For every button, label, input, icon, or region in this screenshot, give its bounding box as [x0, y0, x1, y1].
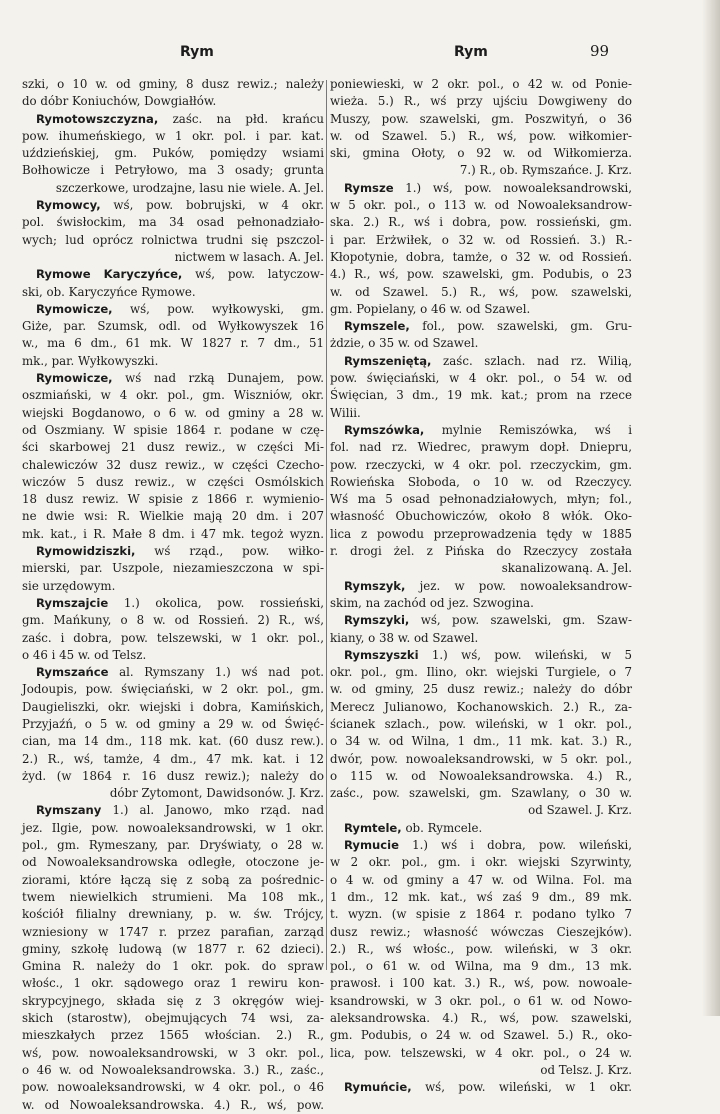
- line-text: wś, pow. wyłkowyski, gm.: [112, 301, 324, 316]
- column-divider: [326, 80, 327, 970]
- text-line: [330, 405, 632, 422]
- line-text: Giże, par. Szumsk, odl. od Wyłkowyszek 16: [22, 319, 324, 334]
- text-line: [330, 439, 632, 456]
- text-line: [330, 474, 632, 491]
- text-line: [330, 284, 632, 301]
- text-line: [330, 785, 632, 802]
- text-line: [330, 249, 632, 266]
- text-line: [22, 162, 324, 179]
- line-text: 1.) wś, pow. nowoaleksandrowski,: [393, 180, 632, 195]
- text-line: [22, 128, 324, 145]
- entry-headword: Rymszany: [36, 803, 102, 818]
- line-text: kościół filialny drewniany, p. w. św. Trójcy,: [22, 907, 324, 922]
- entry-first-line: [22, 595, 324, 612]
- line-text: własność Obuchowiczów, około 8 włók. Oko-: [330, 509, 632, 524]
- line-text: o 34 w. od Wilna, 1 dm., 11 mk. kat. 3.) R.,: [330, 734, 632, 749]
- line-text: pow. ihumeńskiego, w 1 okr. pol. i par. kat.: [22, 128, 324, 143]
- text-line: [22, 422, 324, 439]
- line-text: wiejski Bogdanowo, o 6 w. od gminy a 28 w.: [22, 405, 324, 420]
- text-line: [330, 491, 632, 508]
- entry-first-line: [330, 612, 632, 629]
- line-text: 1.) al. Janowo, mko rząd. nad: [101, 803, 324, 818]
- line-text: ne dwie wsi: R. Wielkie mają 20 dm. i 207: [22, 509, 324, 524]
- line-text: i par. Erżwiłek, o 32 w. od Rossień. 3.) R.-: [330, 232, 632, 247]
- text-line: [22, 491, 324, 508]
- line-text: skich (starostw), obejmujących 74 wsi, za-: [22, 1011, 324, 1026]
- line-text: skanalizowaną. A. Jel.: [501, 561, 632, 576]
- entry-first-line: [22, 664, 324, 681]
- text-line: [22, 681, 324, 698]
- line-text: aleksandrowska. 4.) R., wś, pow. szawelski,: [330, 1011, 632, 1026]
- line-text: fol., pow. szawelski, gm. Gru-: [409, 319, 632, 334]
- line-text: wś nad rzką Dunajem, pow.: [112, 371, 324, 386]
- text-line: [22, 975, 324, 992]
- text-line: [330, 335, 632, 352]
- line-text: mierski, par. Uszpole, niezamieszczona w spi-: [22, 561, 324, 576]
- text-line: [22, 284, 324, 301]
- line-text: w., ma 6 dm., 61 mk. W 1827 r. 7 dm., 51: [22, 336, 324, 351]
- line-text: Kłopotynie, dobra, tamże, o 32 w. od Rossień.: [330, 249, 632, 264]
- line-text: Rowieńska Słoboda, o 10 w. od Rzeczycy.: [330, 474, 632, 489]
- line-text: żdzie, o 35 w. od Szawel.: [330, 336, 479, 351]
- text-line: [22, 405, 324, 422]
- line-text: ścianek szlach., pow. wileński, w 1 okr. pol.,: [330, 716, 632, 731]
- text-line: [330, 543, 632, 560]
- line-text: Gmina R. należy do 1 okr. pok. do spraw: [22, 959, 324, 974]
- entry-headword: Rymowidziszki,: [36, 544, 136, 559]
- entry-first-line: [22, 370, 324, 387]
- line-text: gm. Podubis, o 24 w. od Szawel. 5.) R., oko-: [330, 1028, 632, 1043]
- line-text: Muszy, pow. szawelski, gm. Poszwityń, o 36: [330, 111, 632, 126]
- line-text: skrypcyjnego, składa się z 3 okręgów wiej-: [22, 993, 324, 1008]
- text-line: [22, 318, 324, 335]
- line-text: 1 dm., 12 mk. kat., wś zaś 9 dm., 89 mk.: [330, 889, 632, 904]
- line-text: Bołhowicze i Petryłowo, ma 3 osady; grunta: [22, 163, 324, 178]
- entry-headword: Rymowicze,: [36, 301, 113, 316]
- line-text: w 5 okr. pol., o 113 w. od Nowoaleksandrow-: [330, 198, 632, 213]
- entry-headword: Rymotowszczyzna,: [36, 111, 159, 126]
- text-line: [22, 1097, 324, 1114]
- line-text: wych; lud oprócz rolnictwa trudni się pszczol-: [22, 232, 324, 247]
- text-line: [22, 93, 324, 110]
- text-line: [330, 457, 632, 474]
- header-middle-word: Rym: [454, 44, 488, 60]
- line-text: t. wyzn. (w spisie z 1864 r. podano tylko 7: [330, 907, 632, 922]
- entry-headword: Rymszyszki: [344, 647, 419, 662]
- text-line: [22, 993, 324, 1010]
- line-text: sie urzędowym.: [22, 578, 116, 593]
- entry-headword: Rymszyk,: [344, 578, 406, 593]
- text-line: [22, 76, 324, 93]
- line-text: wzniesiony w 1747 r. przez parafian, zarząd: [22, 924, 324, 939]
- line-text: mk., par. Wyłkowyszki.: [22, 353, 159, 368]
- entry-first-line: [330, 578, 632, 595]
- text-line: [22, 560, 324, 577]
- line-text: wiczów 5 dusz rewiz., w części Osmólskich: [22, 474, 324, 489]
- text-line: [330, 906, 632, 923]
- line-text: do dóbr Koniuchów, Dowgiałłów.: [22, 94, 217, 109]
- line-text: uździeńskiej, gm. Puków, pomiędzy wsiami: [22, 146, 324, 161]
- text-line: [330, 924, 632, 941]
- text-line: [22, 474, 324, 491]
- text-line: [330, 768, 632, 785]
- text-line: [330, 958, 632, 975]
- line-text: pol. świsłockim, ma 34 osad pełnonadziało-: [22, 215, 324, 230]
- page-number: 99: [590, 42, 610, 60]
- entry-first-line: [330, 820, 632, 837]
- entry-headword: Rymuńcie,: [344, 1080, 412, 1095]
- text-line: [330, 266, 632, 283]
- text-line: [330, 197, 632, 214]
- line-text: w. od Szawel. 5.) R., wś, pow. szawelski,: [330, 284, 632, 299]
- text-line: [22, 145, 324, 162]
- entry-headword: Rymszańce: [36, 665, 109, 680]
- line-text: ski, ob. Karyczyńce Rymowe.: [22, 284, 196, 299]
- text-line: [330, 232, 632, 249]
- text-line: [330, 111, 632, 128]
- text-line: [22, 1062, 324, 1079]
- text-line: [330, 733, 632, 750]
- line-text: wś, pow. bobrujski, w 4 okr.: [100, 198, 324, 213]
- line-text: 2.) R., wś włośc., pow. wileński, w 3 okr.: [330, 941, 632, 956]
- entry-first-line: [22, 802, 324, 819]
- line-text: mk. kat., i R. Małe 8 dm. i 47 mk. tegoż wyzn.: [22, 526, 324, 541]
- page-edge-shadow: [702, 0, 720, 1016]
- text-line: [330, 145, 632, 162]
- line-text: o 46 i 45 w. od Telsz.: [22, 647, 147, 662]
- line-text: pow. nowoaleksandrowski, w 4 okr. pol., o 46: [22, 1080, 324, 1095]
- text-line: [330, 526, 632, 543]
- text-line: [22, 837, 324, 854]
- text-line: [330, 1010, 632, 1027]
- text-line: [22, 733, 324, 750]
- line-text: fol. nad rz. Wiedrec, prawym dopł. Dniepru,: [330, 440, 632, 455]
- line-text: w. od gminy, 25 dusz rewiz.; należy do dóbr: [330, 682, 632, 697]
- line-text: lica, pow. telszewski, w 4 okr. pol., o 24 w.: [330, 1045, 632, 1060]
- line-text: jez. Ilgie, pow. nowoaleksandrowski, w 1 okr.: [22, 820, 324, 835]
- line-text: pol., gm. Rymeszany, par. Dryświaty, o 28 w.: [22, 838, 324, 853]
- line-text: okr. pol., gm. Ilino, okr. wiejski Turgiele, o 7: [330, 665, 632, 680]
- line-text: gm. Mańkuny, o 8 w. od Rossień. 2) R., wś,: [22, 613, 324, 628]
- text-line: [330, 1062, 632, 1079]
- right-column: [330, 76, 632, 1095]
- line-text: wś, pow. nowoaleksandrowski, w 3 okr. pol.,: [22, 1045, 324, 1060]
- entry-headword: Rymtele,: [344, 820, 402, 835]
- text-line: [22, 335, 324, 352]
- running-header: [0, 40, 720, 64]
- text-line: [22, 1079, 324, 1096]
- text-line: [330, 301, 632, 318]
- text-line: [330, 128, 632, 145]
- line-text: w. od Szawel. 5.) R., wś, pow. wiłkomier-: [330, 128, 632, 143]
- line-text: od Szawel. J. Krz.: [528, 803, 632, 818]
- entry-first-line: [330, 422, 632, 439]
- line-text: włośc., 1 okr. sądowego oraz 1 rewiru kon-: [22, 976, 324, 991]
- line-text: od Nowoaleksandrowska odległe, otoczone je-: [22, 855, 324, 870]
- line-text: dwór, pow. nowoaleksandrowski, w 5 okr. pol.,: [330, 751, 632, 766]
- line-text: szczerkowe, urodzajne, lasu nie wiele. A. Jel.: [55, 180, 324, 195]
- text-line: [22, 457, 324, 474]
- entry-headword: Rymszele,: [344, 319, 410, 334]
- line-text: dóbr Zytomont, Dawidsonów. J. Krz.: [109, 786, 324, 801]
- text-line: [22, 353, 324, 370]
- text-line: [330, 802, 632, 819]
- line-text: pow. święciański, w 4 okr. pol., o 54 w. od: [330, 371, 632, 386]
- entry-headword: Rymowcy,: [36, 198, 101, 213]
- text-line: [330, 699, 632, 716]
- line-text: gm. Popielany, o 46 w. od Szawel.: [330, 301, 531, 316]
- text-line: [22, 612, 324, 629]
- entry-headword: Rymsze: [344, 180, 394, 195]
- line-text: zaśc. szlach. nad rz. Wilią,: [431, 353, 632, 368]
- text-line: [330, 508, 632, 525]
- line-text: 1.) wś i dobra, pow. wileński,: [399, 838, 632, 853]
- text-line: [330, 993, 632, 1010]
- text-line: [22, 578, 324, 595]
- line-text: zaśc. i dobra, pow. telszewski, w 1 okr. pol.,: [22, 630, 324, 645]
- line-text: Wilii.: [330, 405, 361, 420]
- line-text: 1.) okolica, pow. rossieński,: [108, 595, 324, 610]
- text-line: [330, 387, 632, 404]
- entry-first-line: [22, 301, 324, 318]
- line-text: Wś ma 5 osad pełnonadziałowych, młyn; fol.,: [330, 492, 632, 507]
- text-line: [22, 1027, 324, 1044]
- text-line: [22, 820, 324, 837]
- text-line: [22, 785, 324, 802]
- entry-first-line: [330, 180, 632, 197]
- entry-headword: Rymszówka,: [344, 422, 425, 437]
- text-line: [22, 941, 324, 958]
- text-line: [330, 941, 632, 958]
- text-line: [22, 647, 324, 664]
- line-text: 4.) R., wś, pow. szawelski, gm. Podubis, o 23: [330, 267, 632, 282]
- text-line: [330, 664, 632, 681]
- text-line: [22, 768, 324, 785]
- line-text: nictwem w lasach. A. Jel.: [174, 249, 324, 264]
- text-line: [22, 716, 324, 733]
- line-text: zaśc. na płd. krańcu: [158, 111, 324, 126]
- line-text: zaśc., pow. szawelski, gm. Szawlany, o 30 w.: [330, 786, 632, 801]
- text-line: [22, 889, 324, 906]
- line-text: wś, pow. wileński, w 1 okr.: [411, 1080, 632, 1095]
- line-text: Święcian, 3 dm., 19 mk. kat.; prom na rzece: [330, 388, 632, 403]
- line-text: 7.) R., ob. Rymszańce. J. Krz.: [459, 163, 632, 178]
- line-text: prawosł. i 100 kat. 3.) R., wś, pow. nowoale-: [330, 976, 632, 991]
- line-text: o 46 w. od Nowoaleksandrowska. 3.) R., zaśc.,: [22, 1062, 324, 1077]
- text-line: [22, 854, 324, 871]
- left-column: [22, 76, 324, 1112]
- line-text: ści skarbowej 21 dusz rewiz., w części Mi-: [22, 440, 324, 455]
- text-line: [330, 93, 632, 110]
- line-text: gminy, szkołę ludową (w 1877 r. 62 dzieci).: [22, 941, 324, 956]
- line-text: pol., o 61 w. od Wilna, ma 9 dm., 13 mk.: [330, 959, 632, 974]
- text-line: [330, 1027, 632, 1044]
- line-text: al. Rymszany 1.) wś nad pot.: [108, 665, 324, 680]
- line-text: lica z powodu przeprowadzenia tędy w 1885: [330, 526, 632, 541]
- text-line: [22, 1045, 324, 1062]
- entry-first-line: [330, 647, 632, 664]
- text-line: [330, 854, 632, 871]
- text-line: [22, 180, 324, 197]
- line-text: dusz rewiz.; własność wówczas Cieszejków).: [330, 924, 632, 939]
- text-line: [22, 1010, 324, 1027]
- entry-headword: Rymowe Karyczyńce,: [36, 267, 183, 282]
- entry-headword: Rymucie: [344, 838, 400, 853]
- text-line: [22, 630, 324, 647]
- text-line: [22, 214, 324, 231]
- line-text: jez. w pow. nowoaleksandrow-: [405, 578, 632, 593]
- text-line: [330, 370, 632, 387]
- line-text: o 4 w. od gminy a 47 w. od Wilna. Fol. ma: [330, 872, 632, 887]
- line-text: wś rząd., pow. wiłko-: [135, 544, 324, 559]
- text-line: [22, 751, 324, 768]
- text-line: [330, 889, 632, 906]
- line-text: żyd. (w 1864 r. 16 dusz rewiz.); należy do: [22, 768, 324, 783]
- line-text: 18 dusz rewiz. W spisie z 1866 r. wymienio-: [22, 492, 324, 507]
- text-line: [330, 76, 632, 93]
- line-text: 2.) R., wś, tamże, 4 dm., 47 mk. kat. i 12: [22, 751, 324, 766]
- entry-first-line: [330, 1079, 632, 1096]
- line-text: w. od Nowoaleksandrowska. 4.) R., wś, pow.: [22, 1097, 324, 1112]
- text-line: [22, 906, 324, 923]
- line-text: w 2 okr. pol., gm. i okr. wiejski Szyrwinty,: [330, 855, 632, 870]
- text-line: [330, 595, 632, 612]
- line-text: o 115 w. od Nowoaleksandrowska. 4.) R.,: [330, 768, 632, 783]
- line-text: r. drogi żel. z Pińska do Rzeczycy została: [330, 544, 632, 559]
- text-line: [330, 872, 632, 889]
- entry-headword: Rymszyki,: [344, 613, 410, 628]
- line-text: wś, pow. latyczow-: [182, 267, 324, 282]
- text-line: [330, 1045, 632, 1062]
- line-text: ski, gmina Ołoty, o 92 w. od Wiłkomierza.: [330, 146, 632, 161]
- line-text: mylnie Remiszówka, wś i: [424, 422, 632, 437]
- text-line: [330, 630, 632, 647]
- entry-headword: Rymowicze,: [36, 371, 113, 386]
- line-text: ksandrowski, w 3 okr. pol., o 61 w. od Nowo-: [330, 993, 632, 1008]
- text-line: [22, 924, 324, 941]
- line-text: od Oszmiany. W spisie 1864 r. podane w czę-: [22, 422, 324, 437]
- line-text: skim, na zachód od jez. Szwogina.: [330, 595, 534, 610]
- text-line: [330, 560, 632, 577]
- text-line: [330, 214, 632, 231]
- entry-first-line: [22, 543, 324, 560]
- text-line: [22, 699, 324, 716]
- line-text: wś, pow. szawelski, gm. Szaw-: [409, 613, 632, 628]
- entry-headword: Rymszeniętą,: [344, 353, 432, 368]
- text-line: [330, 751, 632, 768]
- line-text: poniewieski, w 2 okr. pol., o 42 w. od Ponie-: [330, 77, 632, 91]
- line-text: ob. Rymcele.: [401, 820, 483, 835]
- text-line: [330, 975, 632, 992]
- text-line: [22, 249, 324, 266]
- entry-first-line: [22, 111, 324, 128]
- entry-first-line: [22, 197, 324, 214]
- text-line: [22, 508, 324, 525]
- entry-first-line: [22, 266, 324, 283]
- line-text: cian, ma 14 dm., 118 mk. kat. (60 dusz rew.).: [22, 734, 324, 749]
- text-line: [330, 681, 632, 698]
- line-text: od Telsz. J. Krz.: [540, 1062, 632, 1077]
- entry-first-line: [330, 318, 632, 335]
- line-text: szki, o 10 w. od gminy, 8 dusz rewiz.; należy: [22, 77, 324, 91]
- text-line: [22, 872, 324, 889]
- line-text: Merecz Julianowo, Kochanowskich. 2.) R., za-: [330, 699, 632, 714]
- entry-headword: Rymszajcie: [36, 595, 109, 610]
- text-line: [330, 162, 632, 179]
- line-text: twem niewielkich strumieni. Ma 108 mk.,: [22, 889, 324, 904]
- line-text: Daugieliszki, okr. wiejski i dobra, Kamińskich,: [22, 699, 324, 714]
- line-text: wieża. 5.) R., wś przy ujściu Dowgiweny do: [330, 94, 632, 109]
- text-line: [22, 526, 324, 543]
- line-text: kiany, o 38 w. od Szawel.: [330, 630, 479, 645]
- line-text: Jodoupis, pow. święciański, w 2 okr. pol., gm.: [22, 682, 324, 697]
- text-line: [22, 439, 324, 456]
- line-text: ska. 2.) R., wś i dobra, pow. rossieński, gm.: [330, 215, 632, 230]
- line-text: pow. rzeczycki, w 4 okr. pol. rzeczyckim, gm.: [330, 457, 632, 472]
- line-text: 1.) wś, pow. wileński, w 5: [418, 647, 632, 662]
- line-text: oszmiański, w 4 okr. pol., gm. Wiszniów, okr.: [22, 388, 324, 403]
- line-text: ziorami, które łączą się z sobą za pośrednic-: [22, 872, 324, 887]
- line-text: chalewiczów 32 dusz rewiz., w części Czecho-: [22, 457, 324, 472]
- entry-first-line: [330, 837, 632, 854]
- text-line: [22, 232, 324, 249]
- header-left-word: Rym: [180, 44, 214, 60]
- line-text: mieszkałych przez 1565 włościan. 2.) R.,: [22, 1028, 324, 1043]
- text-line: [330, 716, 632, 733]
- text-line: [22, 958, 324, 975]
- line-text: Przyjaźń, o 5 w. od gminy a 29 w. od Święć-: [22, 716, 324, 731]
- text-line: [22, 387, 324, 404]
- entry-first-line: [330, 353, 632, 370]
